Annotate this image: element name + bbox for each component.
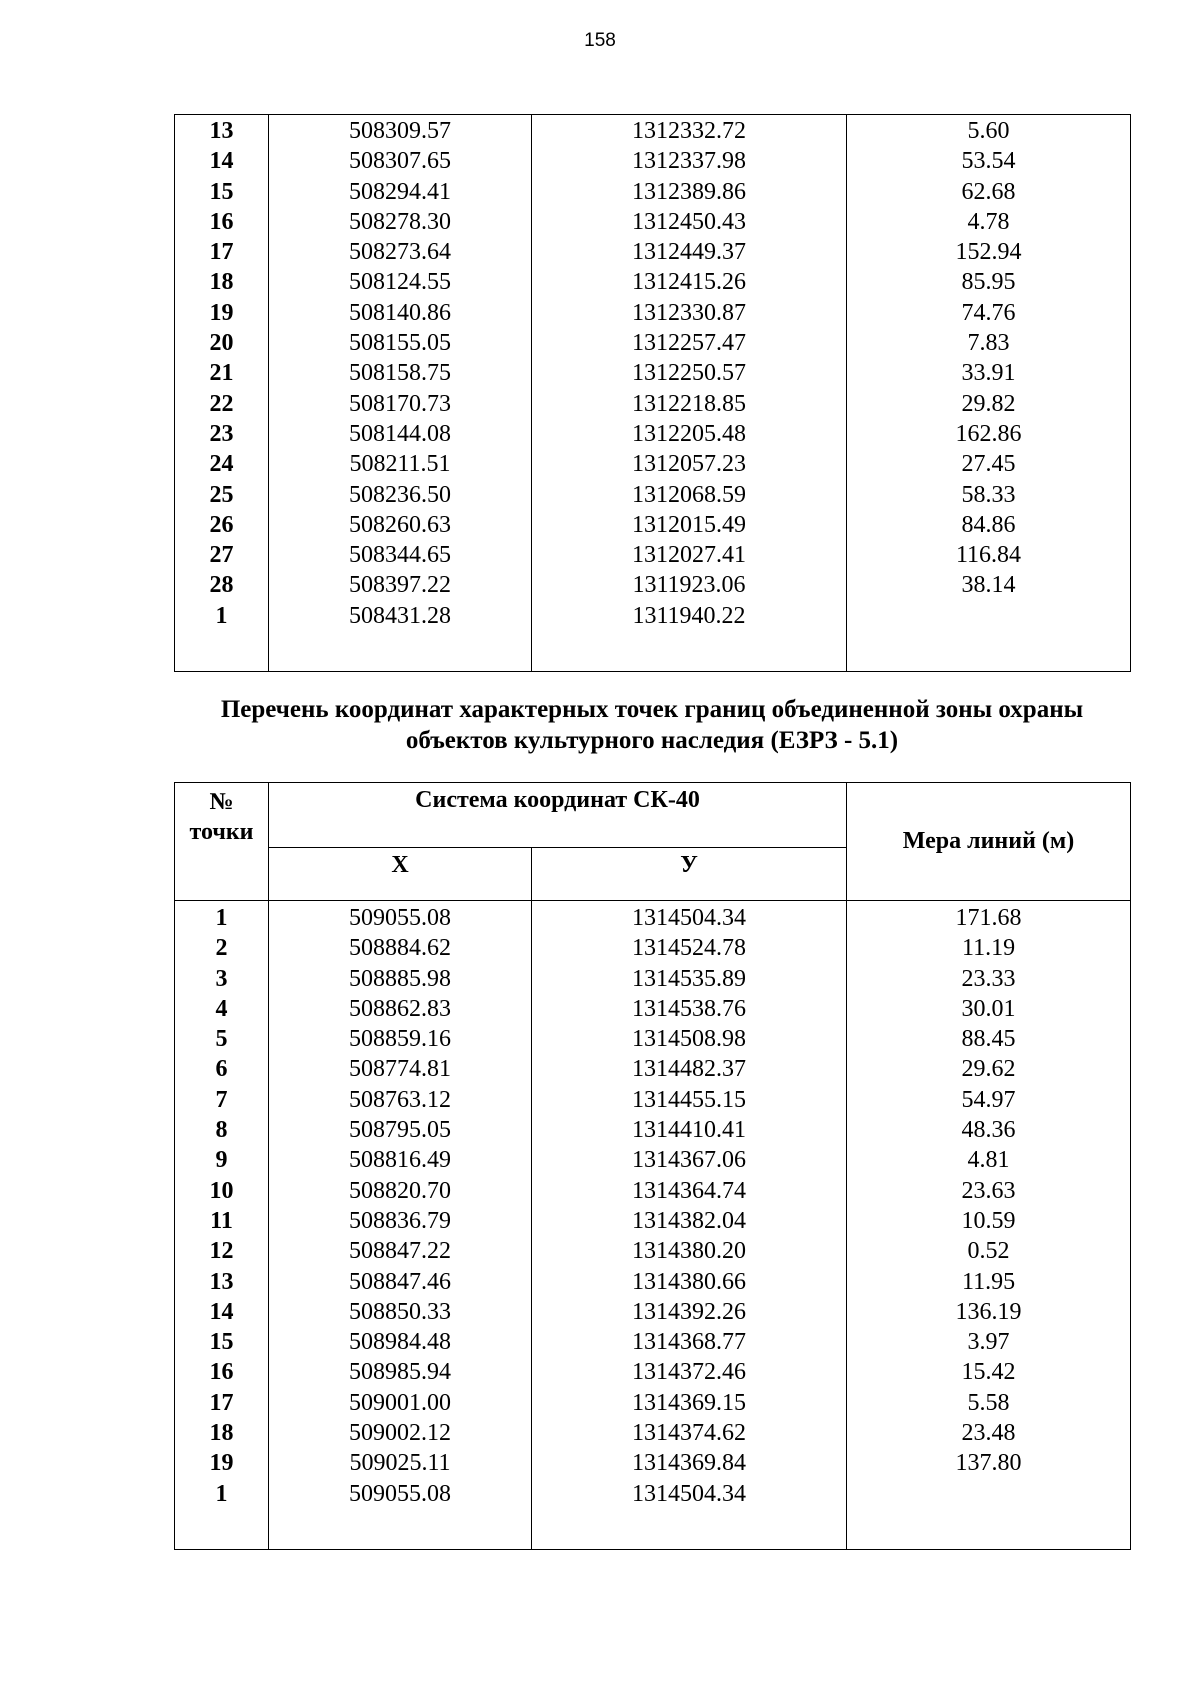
y-coordinate-cell: 1314504.34 [532, 1479, 847, 1509]
x-coordinate-cell: 508236.50 [269, 480, 532, 510]
line-length-cell: 136.19 [847, 1297, 1131, 1327]
y-coordinate-cell: 1314524.78 [532, 933, 847, 963]
y-coordinate-cell: 1311940.22 [532, 601, 847, 631]
line-length-cell: 23.48 [847, 1418, 1131, 1448]
line-length-cell: 4.81 [847, 1145, 1131, 1175]
point-number-cell: 11 [175, 1206, 269, 1236]
table-row [175, 1418, 1131, 1448]
x-coordinate-cell: 508836.79 [269, 1206, 532, 1236]
point-number-cell: 15 [175, 1327, 269, 1357]
empty-cell [269, 631, 532, 672]
y-coordinate-cell: 1312330.87 [532, 298, 847, 328]
empty-cell [847, 631, 1131, 672]
y-coordinate-cell: 1311923.06 [532, 570, 847, 600]
point-number-cell: 10 [175, 1176, 269, 1206]
table-row [175, 480, 1131, 510]
table-row [175, 933, 1131, 963]
line-length-cell: 15.42 [847, 1357, 1131, 1387]
point-number-cell: 14 [175, 1297, 269, 1327]
coordinate-system-header: Система координат СК-40 [269, 783, 847, 848]
table-row [175, 1448, 1131, 1478]
x-coordinate-cell: 509025.11 [269, 1448, 532, 1478]
line-length-cell: 53.54 [847, 146, 1131, 176]
point-number-cell: 14 [175, 146, 269, 176]
line-measure-header: Мера линий (м) [847, 783, 1131, 901]
table1-body [175, 115, 1131, 672]
x-coordinate-cell: 508278.30 [269, 207, 532, 237]
point-number-cell: 13 [175, 1267, 269, 1297]
point-number-cell: 16 [175, 1357, 269, 1387]
line-length-cell: 29.62 [847, 1054, 1131, 1084]
line-length-cell: 85.95 [847, 267, 1131, 297]
line-length-cell: 162.86 [847, 419, 1131, 449]
x-coordinate-cell: 508158.75 [269, 358, 532, 388]
y-coordinate-cell: 1314369.15 [532, 1388, 847, 1418]
y-coordinate-cell: 1314368.77 [532, 1327, 847, 1357]
x-coordinate-cell: 508884.62 [269, 933, 532, 963]
y-coordinate-cell: 1314535.89 [532, 964, 847, 994]
line-length-cell: 48.36 [847, 1115, 1131, 1145]
point-number-cell: 17 [175, 1388, 269, 1418]
point-number-cell: 5 [175, 1024, 269, 1054]
y-coordinate-cell: 1314392.26 [532, 1297, 847, 1327]
point-number-cell: 3 [175, 964, 269, 994]
line-length-cell: 0.52 [847, 1236, 1131, 1266]
table-row [175, 358, 1131, 388]
point-number-cell: 1 [175, 901, 269, 934]
table-row [175, 389, 1131, 419]
x-coordinate-cell: 508850.33 [269, 1297, 532, 1327]
empty-cell [847, 1509, 1131, 1550]
x-coordinate-cell: 508431.28 [269, 601, 532, 631]
x-coordinate-cell: 508260.63 [269, 510, 532, 540]
table-row [175, 1115, 1131, 1145]
x-coordinate-cell: 508984.48 [269, 1327, 532, 1357]
x-coordinate-cell: 508170.73 [269, 389, 532, 419]
table-row [175, 1267, 1131, 1297]
point-number-cell: 18 [175, 267, 269, 297]
table-row [175, 1024, 1131, 1054]
point-number-cell: 1 [175, 601, 269, 631]
section-title-line2: объектов культурного наследия (ЕЗРЗ - 5.1) [405, 727, 899, 754]
table-row [175, 177, 1131, 207]
y-coordinate-cell: 1314374.62 [532, 1418, 847, 1448]
table-row [175, 1085, 1131, 1115]
y-coordinate-cell: 1312257.47 [532, 328, 847, 358]
x-coordinate-cell: 508885.98 [269, 964, 532, 994]
point-number-cell: 23 [175, 419, 269, 449]
line-length-cell: 30.01 [847, 994, 1131, 1024]
y-coordinate-cell: 1312332.72 [532, 115, 847, 147]
point-number-cell: 21 [175, 358, 269, 388]
x-coordinate-cell: 509055.08 [269, 1479, 532, 1509]
table-bottom-padding [175, 1509, 1131, 1550]
point-number-cell: 25 [175, 480, 269, 510]
point-number-header-line2: точки [189, 819, 254, 845]
table-row [175, 570, 1131, 600]
table-row [175, 237, 1131, 267]
y-coordinate-cell: 1314372.46 [532, 1357, 847, 1387]
coordinates-table-continued [174, 114, 1131, 672]
point-number-cell: 8 [175, 1115, 269, 1145]
point-number-cell: 19 [175, 1448, 269, 1478]
line-length-cell: 11.19 [847, 933, 1131, 963]
line-length-cell: 23.63 [847, 1176, 1131, 1206]
line-length-cell: 33.91 [847, 358, 1131, 388]
point-number-cell: 20 [175, 328, 269, 358]
y-coordinate-cell: 1312068.59 [532, 480, 847, 510]
x-coordinate-cell: 508862.83 [269, 994, 532, 1024]
table-row [175, 510, 1131, 540]
table-row [175, 1236, 1131, 1266]
y-coordinate-cell: 1314380.20 [532, 1236, 847, 1266]
x-coordinate-cell: 508273.64 [269, 237, 532, 267]
line-length-cell: 152.94 [847, 237, 1131, 267]
section-title-line1: Перечень координат характерных точек границ объединенной зоны охраны [220, 696, 1084, 723]
y-coordinate-cell: 1314482.37 [532, 1054, 847, 1084]
table-row [175, 115, 1131, 147]
y-coordinate-cell: 1314508.98 [532, 1024, 847, 1054]
point-number-cell: 15 [175, 177, 269, 207]
point-number-cell: 17 [175, 237, 269, 267]
line-length-cell: 5.60 [847, 115, 1131, 147]
y-coordinate-cell: 1312057.23 [532, 449, 847, 479]
line-length-cell: 7.83 [847, 328, 1131, 358]
table-row [175, 267, 1131, 297]
x-coordinate-cell: 508763.12 [269, 1085, 532, 1115]
x-coordinate-cell: 508774.81 [269, 1054, 532, 1084]
x-coordinate-cell: 508144.08 [269, 419, 532, 449]
x-coordinate-cell: 508859.16 [269, 1024, 532, 1054]
point-number-cell: 6 [175, 1054, 269, 1084]
point-number-cell: 9 [175, 1145, 269, 1175]
table-row [175, 601, 1131, 631]
line-length-cell: 84.86 [847, 510, 1131, 540]
x-coordinate-cell: 508847.22 [269, 1236, 532, 1266]
table-row [175, 207, 1131, 237]
empty-cell [175, 1509, 269, 1550]
y-coordinate-cell: 1312205.48 [532, 419, 847, 449]
empty-cell [269, 1509, 532, 1550]
x-coordinate-cell: 508820.70 [269, 1176, 532, 1206]
y-coordinate-cell: 1314504.34 [532, 901, 847, 934]
line-length-cell: 116.84 [847, 540, 1131, 570]
line-length-cell: 38.14 [847, 570, 1131, 600]
point-number-header [175, 783, 269, 901]
table-row [175, 1357, 1131, 1387]
line-length-cell: 4.78 [847, 207, 1131, 237]
y-coordinate-cell: 1312450.43 [532, 207, 847, 237]
x-coordinate-cell: 508307.65 [269, 146, 532, 176]
table-row [175, 328, 1131, 358]
table-bottom-padding [175, 631, 1131, 672]
page-number: 158 [584, 30, 616, 51]
table-row [175, 1206, 1131, 1236]
y-coordinate-cell: 1312415.26 [532, 267, 847, 297]
point-number-cell: 12 [175, 1236, 269, 1266]
point-number-cell: 24 [175, 449, 269, 479]
x-coordinate-cell: 509001.00 [269, 1388, 532, 1418]
y-coordinate-cell: 1314538.76 [532, 994, 847, 1024]
y-coordinate-cell: 1314380.66 [532, 1267, 847, 1297]
table-row [175, 298, 1131, 328]
x-coordinate-cell: 508985.94 [269, 1357, 532, 1387]
empty-cell [532, 631, 847, 672]
x-coordinate-cell: 508309.57 [269, 115, 532, 147]
x-header: Х [269, 848, 532, 901]
line-length-cell [847, 601, 1131, 631]
line-length-cell: 10.59 [847, 1206, 1131, 1236]
section-title [174, 694, 1130, 756]
point-number-cell: 22 [175, 389, 269, 419]
table-row [175, 1327, 1131, 1357]
point-number-cell: 26 [175, 510, 269, 540]
table-row [175, 419, 1131, 449]
x-coordinate-cell: 508211.51 [269, 449, 532, 479]
coordinates-table-ezrz [174, 782, 1131, 1550]
line-length-cell: 54.97 [847, 1085, 1131, 1115]
table-row [175, 1479, 1131, 1509]
y-coordinate-cell: 1314455.15 [532, 1085, 847, 1115]
x-coordinate-cell: 509055.08 [269, 901, 532, 934]
table-row [175, 540, 1131, 570]
line-length-cell: 11.95 [847, 1267, 1131, 1297]
table2-body [175, 901, 1131, 1550]
point-number-cell: 28 [175, 570, 269, 600]
x-coordinate-cell: 508155.05 [269, 328, 532, 358]
point-number-cell: 4 [175, 994, 269, 1024]
y-coordinate-cell: 1312250.57 [532, 358, 847, 388]
x-coordinate-cell: 508140.86 [269, 298, 532, 328]
x-coordinate-cell: 508344.65 [269, 540, 532, 570]
y-coordinate-cell: 1314364.74 [532, 1176, 847, 1206]
point-number-header-line1: № [209, 789, 234, 815]
y-header: У [532, 848, 847, 901]
x-coordinate-cell: 508397.22 [269, 570, 532, 600]
x-coordinate-cell: 508795.05 [269, 1115, 532, 1145]
table-row [175, 1388, 1131, 1418]
point-number-cell: 2 [175, 933, 269, 963]
point-number-cell: 1 [175, 1479, 269, 1509]
x-coordinate-cell: 508847.46 [269, 1267, 532, 1297]
y-coordinate-cell: 1312027.41 [532, 540, 847, 570]
y-coordinate-cell: 1312389.86 [532, 177, 847, 207]
point-number-cell: 18 [175, 1418, 269, 1448]
line-length-cell: 137.80 [847, 1448, 1131, 1478]
y-coordinate-cell: 1314382.04 [532, 1206, 847, 1236]
line-length-cell: 5.58 [847, 1388, 1131, 1418]
point-number-cell: 7 [175, 1085, 269, 1115]
table-row [175, 1297, 1131, 1327]
table-row [175, 994, 1131, 1024]
line-length-cell: 23.33 [847, 964, 1131, 994]
line-length-cell [847, 1479, 1131, 1509]
point-number-cell: 19 [175, 298, 269, 328]
x-coordinate-cell: 508294.41 [269, 177, 532, 207]
point-number-cell: 16 [175, 207, 269, 237]
table2-header [175, 783, 1131, 901]
line-length-cell: 3.97 [847, 1327, 1131, 1357]
y-coordinate-cell: 1314369.84 [532, 1448, 847, 1478]
x-coordinate-cell: 508816.49 [269, 1145, 532, 1175]
table-row [175, 901, 1131, 934]
table-row [175, 964, 1131, 994]
line-length-cell: 171.68 [847, 901, 1131, 934]
y-coordinate-cell: 1314410.41 [532, 1115, 847, 1145]
table-row [175, 1176, 1131, 1206]
line-length-cell: 62.68 [847, 177, 1131, 207]
line-length-cell: 58.33 [847, 480, 1131, 510]
table-row [175, 1054, 1131, 1084]
table-row [175, 449, 1131, 479]
x-coordinate-cell: 509002.12 [269, 1418, 532, 1448]
point-number-cell: 27 [175, 540, 269, 570]
y-coordinate-cell: 1314367.06 [532, 1145, 847, 1175]
empty-cell [175, 631, 269, 672]
y-coordinate-cell: 1312218.85 [532, 389, 847, 419]
x-coordinate-cell: 508124.55 [269, 267, 532, 297]
y-coordinate-cell: 1312449.37 [532, 237, 847, 267]
y-coordinate-cell: 1312337.98 [532, 146, 847, 176]
line-length-cell: 74.76 [847, 298, 1131, 328]
point-number-cell: 13 [175, 115, 269, 147]
table-row [175, 146, 1131, 176]
table-row [175, 1145, 1131, 1175]
empty-cell [532, 1509, 847, 1550]
line-length-cell: 88.45 [847, 1024, 1131, 1054]
line-length-cell: 29.82 [847, 389, 1131, 419]
y-coordinate-cell: 1312015.49 [532, 510, 847, 540]
line-length-cell: 27.45 [847, 449, 1131, 479]
